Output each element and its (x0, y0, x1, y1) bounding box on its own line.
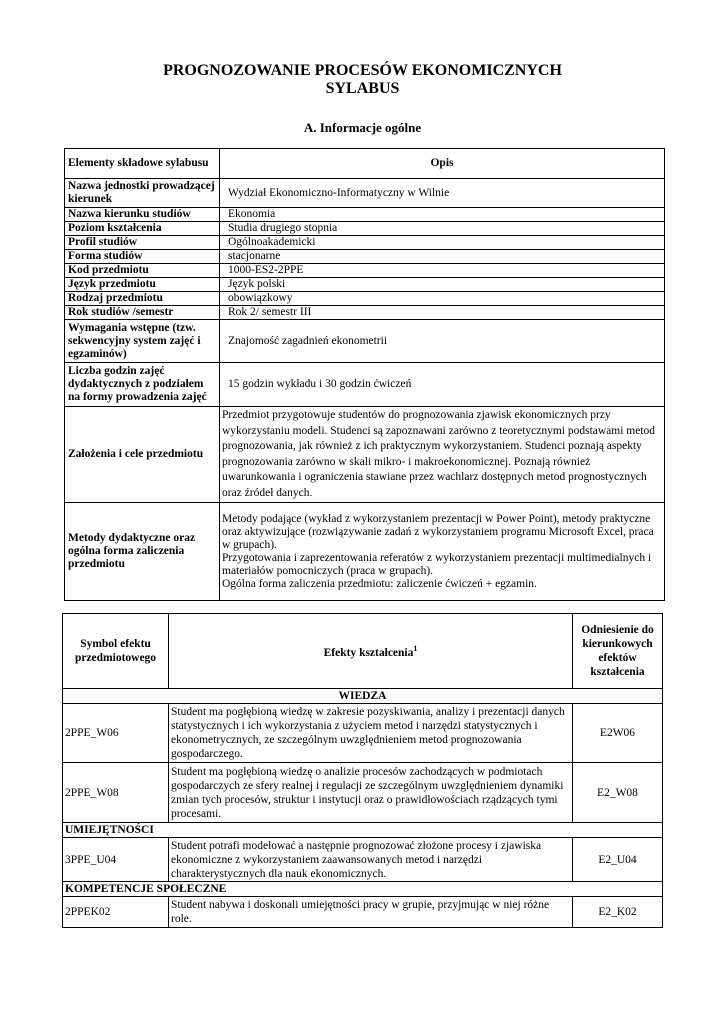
row-value: Rok 2/ semestr III (220, 306, 665, 320)
row-label: Język przedmiotu (65, 278, 220, 292)
effect-reference: E2_K02 (573, 897, 663, 928)
row-value: obowiązkowy (220, 292, 665, 306)
table-row (65, 363, 665, 407)
row-label: Kod przedmiotu (65, 264, 220, 278)
goals-label: Założenia i cele przedmiotu (65, 407, 220, 503)
document-subtitle: SYLABUS (325, 80, 400, 97)
methods-row (65, 503, 665, 601)
table-row (65, 179, 665, 208)
column-header-description: Opis (220, 149, 665, 179)
footnote-marker: 1 (413, 644, 418, 654)
row-label: Forma studiów (65, 250, 220, 264)
table-header-row (65, 149, 665, 179)
section-skills: UMIEJĘTNOŚCI (63, 823, 663, 838)
table-row (65, 250, 665, 264)
general-info-table (64, 148, 665, 601)
effect-symbol: 2PPE_W06 (63, 704, 169, 763)
goals-text: Przedmiot przygotowuje studentów do prognozowania zjawisk ekonomicznych przy wykorzystaniu modeli. Studenci są zapoznawani zarówno z teoretycznymi podstawami metod prognozowania, jak również z ich praktycznym wykorzystaniem. Studenci poznają aspekty prognozowania zarówno w skali mikro- i makroekonomicznej. Poznają również uwarunkowania i ograniczenia stawiane przez wachlarz dostępnych metod prognostycznych oraz źródeł danych. (220, 407, 665, 503)
row-value: Znajomość zagadnień ekonometrii (220, 320, 665, 363)
section-row (63, 689, 663, 704)
table-row (65, 320, 665, 363)
table-row (63, 838, 663, 882)
row-label: Liczba godzin zajęć dydaktycznych z podziałem na formy prowadzenia zajęć (65, 363, 220, 407)
effect-reference: E2_U04 (573, 838, 663, 882)
row-value: Studia drugiego stopnia (220, 222, 665, 236)
table-row (65, 236, 665, 250)
effect-text: Student ma pogłębioną wiedzę w zakresie pozyskiwania, analizy i prezentacji danych statystycznych i ich wykorzystania z użyciem metod i narzędzi statystycznych i ekonometrycznych, ze szczególnym uwzględnieniem metod prognozowania gospodarczego. (169, 704, 573, 763)
table-row (65, 306, 665, 320)
row-label: Nazwa kierunku studiów (65, 208, 220, 222)
effect-text: Student nabywa i doskonali umiejętności pracy w grupie, przyjmując w niej różne role. (169, 897, 573, 928)
effect-symbol: 2PPEK02 (63, 897, 169, 928)
header-symbol: Symbol efektu przedmiotowego (63, 614, 169, 689)
effect-symbol: 3PPE_U04 (63, 838, 169, 882)
document-title: PROGNOZOWANIE PROCESÓW EKONOMICZNYCH (163, 62, 562, 79)
effect-text: Student ma pogłębioną wiedzę o analizie procesów zachodzących w podmiotach gospodarczych ze sfery realnej i regulacji ze szczególnym uwzględnieniem dynamiki zmian tych procesów, struktur i instytucji oraz o prawidłowościach rządzących tymi procesami. (169, 763, 573, 823)
row-label: Rok studiów /semestr (65, 306, 220, 320)
outcomes-header-row (63, 614, 663, 689)
row-value: Wydział Ekonomiczno-Informatyczny w Wilnie (220, 179, 665, 208)
table-row (63, 763, 663, 823)
effect-text: Student potrafi modelować a następnie prognozować złożone procesy i zjawiska ekonomiczne z wykorzystaniem zaawansowanych metod i narzędzi charakterystycznych dla nauk ekonomicznych. (169, 838, 573, 882)
table-row (65, 278, 665, 292)
section-row (63, 823, 663, 838)
row-value: 1000-ES2-2PPE (220, 264, 665, 278)
row-value: Ekonomia (220, 208, 665, 222)
section-knowledge: WIEDZA (63, 689, 663, 704)
table-row (63, 897, 663, 928)
table-row (65, 222, 665, 236)
section-row (63, 882, 663, 897)
methods-cell (220, 503, 665, 601)
methods-label: Metody dydaktyczne oraz ogólna forma zaliczenia przedmiotu (65, 503, 220, 601)
table-row (65, 264, 665, 278)
learning-outcomes-table (62, 613, 663, 928)
methods-line: Ogólna forma zaliczenia przedmiotu: zaliczenie ćwiczeń + egzamin. (222, 577, 537, 590)
row-value: Ogólnoakademicki (220, 236, 665, 250)
section-a-heading: A. Informacje ogólne (303, 120, 422, 135)
row-label: Nazwa jednostki prowadzącej kierunek (65, 179, 220, 208)
goals-row (65, 407, 665, 503)
row-value: stacjonarne (220, 250, 665, 264)
row-label: Profil studiów (65, 236, 220, 250)
table-row (65, 292, 665, 306)
effect-reference: E2W06 (573, 704, 663, 763)
row-label: Rodzaj przedmiotu (65, 292, 220, 306)
table-row (65, 208, 665, 222)
methods-line: Przygotowania i zaprezentowania referatów z wykorzystaniem prezentacji multimedialnych i materiałów pomocniczych (praca w grupach). (222, 551, 652, 577)
row-label: Wymagania wstępne (tzw. sekwencyjny system zajęć i egzaminów) (65, 320, 220, 363)
row-value: 15 godzin wykładu i 30 godzin ćwiczeń (220, 363, 665, 407)
effect-symbol: 2PPE_W08 (63, 763, 169, 823)
header-reference: Odniesienie do kierunkowych efektów kształcenia (573, 614, 663, 689)
section-social-competences: KOMPETENCJE SPOŁECZNE (63, 882, 663, 897)
header-effects-label: Efekty kształcenia (323, 646, 414, 659)
row-value: Język polski (220, 278, 665, 292)
table-row (63, 704, 663, 763)
effect-reference: E2_W08 (573, 763, 663, 823)
methods-line: Metody podające (wykład z wykorzystaniem prezentacji w Power Point), metody praktyczne oraz aktywizujące (rozwiązywanie zadań z wykorzystaniem programu Microsoft Excel, praca w grupach). (222, 512, 654, 551)
column-header-elements: Elementy składowe sylabusu (65, 149, 220, 179)
row-label: Poziom kształcenia (65, 222, 220, 236)
header-effects (169, 614, 573, 689)
